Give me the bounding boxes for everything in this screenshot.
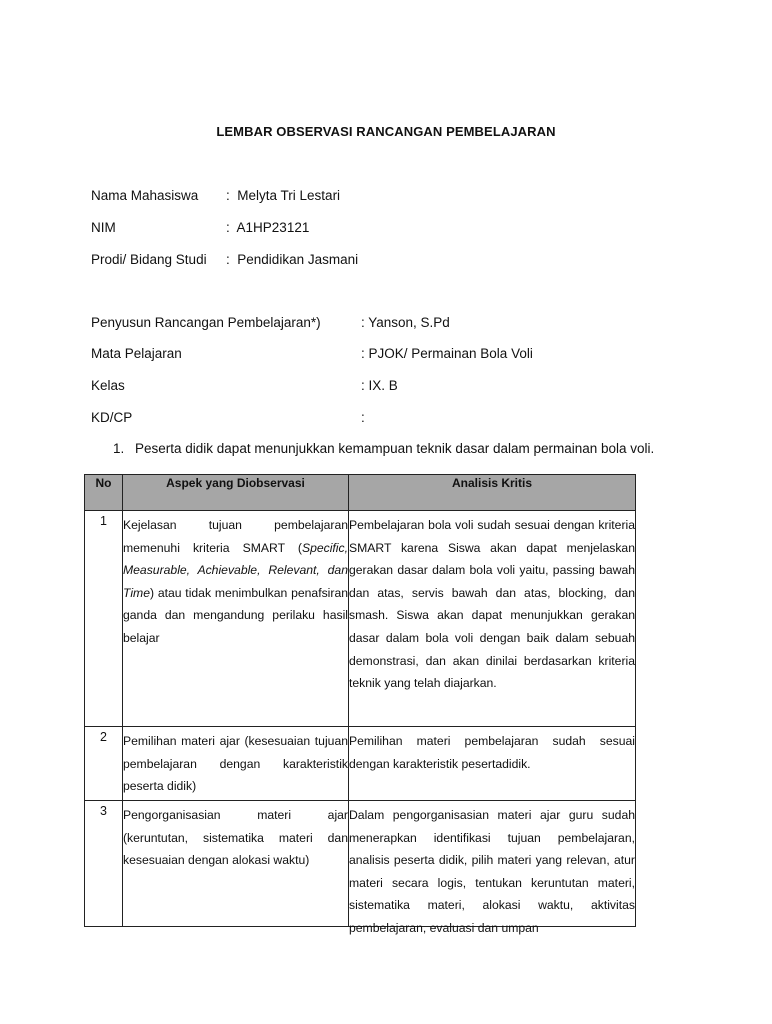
objective-number: 1. — [113, 441, 125, 456]
table-row — [85, 801, 636, 927]
name-separator: : — [226, 188, 230, 203]
name-value — [226, 188, 340, 203]
analisis-cell — [349, 727, 636, 801]
analisis-text: Dalam pengorganisasian materi ajar guru sudah menerapkan identifikasi tujuan pembelajaran, analisis peserta didik, pilih materi yang relevan, atur materi secara logis, tentukan keruntutan materi, sistematika materi, alokasi waktu, aktivitas pembelajaran, evaluasi dan umpan — [349, 808, 635, 935]
prodi-text: Pendidikan Jasmani — [237, 252, 359, 267]
prodi-label: Prodi/ Bidang Studi — [91, 252, 207, 267]
table-header-row — [85, 475, 636, 511]
mapel-value: : PJOK/ Permainan Bola Voli — [361, 346, 533, 361]
aspek-text-part: ) atau tidak menimbulkan penafsiran ganda dan mengandung perilaku hasil belajar — [123, 585, 348, 645]
objective-text: Peserta didik dapat menunjukkan kemampuan teknik dasar dalam permainan bola voli. — [135, 441, 655, 456]
aspek-text-part: Kejelasan tujuan pembelajaran memenuhi kriteria SMART ( — [123, 518, 348, 555]
kdcp-label: KD/CP — [91, 410, 133, 425]
analisis-cell — [349, 511, 636, 727]
prodi-value — [226, 252, 358, 267]
name-text: Melyta Tri Lestari — [237, 188, 341, 203]
aspek-text: Pemilihan materi ajar (kesesuaian tujuan pembelajaran dengan karakteristik peserta didik) — [123, 734, 348, 794]
aspek-text: Pengorganisasian materi ajar (keruntutan, sistematika materi dan kesesuaian dengan alokasi waktu) — [123, 808, 348, 868]
penyusun-value: : Yanson, S.Pd — [361, 315, 450, 330]
aspek-cell — [123, 727, 349, 801]
aspek-cell — [123, 801, 349, 927]
row-number: 1 — [85, 511, 123, 727]
analisis-text: Pemilihan materi pembelajaran sudah sesuai dengan karakteristik pesertadidik. — [349, 734, 635, 771]
kelas-value: : IX. B — [361, 378, 398, 393]
aspek-cell — [123, 511, 349, 727]
penyusun-label: Penyusun Rancangan Pembelajaran*) — [91, 315, 321, 330]
nim-separator: : — [226, 220, 230, 235]
nim-label: NIM — [91, 220, 116, 235]
header-aspek: Aspek yang Diobservasi — [123, 475, 349, 511]
nim-text: A1HP23121 — [236, 220, 310, 235]
aspek-text-italic: Specific, Measurable, Achievable, Relevant, dan Time — [123, 540, 348, 600]
analisis-text: Pembelajaran bola voli sudah sesuai dengan kriteria SMART karena Siswa akan dapat menjelaskan gerakan dasar dalam bola voli yaitu, passing bawah dan atas, servis bawah dan atas, blocking, dan smash. Siswa akan dapat menunjukkan gerakan dasar dalam bola voli dengan baik dalam sebuah demonstrasi, dan akan dinilai berdasarkan kriteria teknik yang telah diajarkan. — [349, 518, 635, 691]
mapel-label: Mata Pelajaran — [91, 346, 182, 361]
kelas-label: Kelas — [91, 378, 125, 393]
page-title: LEMBAR OBSERVASI RANCANGAN PEMBELAJARAN — [216, 124, 556, 139]
observation-table — [84, 474, 636, 935]
nim-value — [226, 220, 309, 235]
prodi-separator: : — [226, 252, 230, 267]
table-row — [85, 511, 636, 727]
row-number: 3 — [85, 801, 123, 927]
name-label: Nama Mahasiswa — [91, 188, 199, 203]
analisis-cell — [349, 801, 636, 935]
row-number: 2 — [85, 727, 123, 801]
kdcp-value: : — [361, 410, 365, 425]
header-no: No — [85, 475, 123, 511]
table-row — [85, 727, 636, 801]
aspek-text — [123, 514, 348, 650]
header-analisis: Analisis Kritis — [349, 475, 636, 511]
objective-item — [113, 441, 654, 456]
